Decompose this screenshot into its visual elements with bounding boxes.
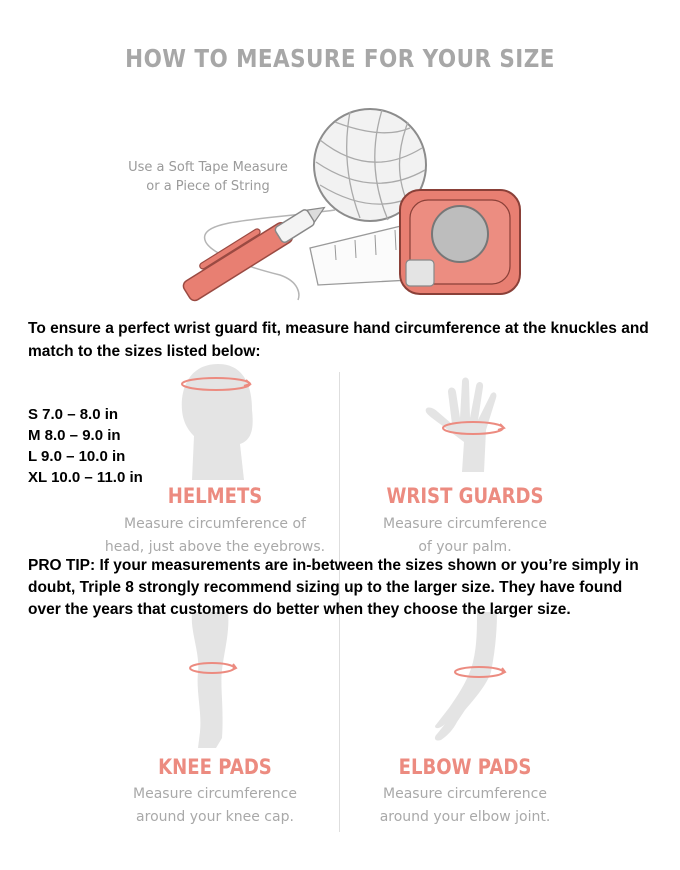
size-list (28, 404, 228, 488)
size-xlarge: XL 10.0 – 11.0 in (28, 469, 143, 486)
hand-figure-icon (418, 372, 528, 477)
helmets-desc-line1: Measure circumference of (124, 516, 306, 532)
measuring-tools-illustration (160, 100, 540, 310)
wrist-guards-desc-line1: Measure circumference (383, 516, 547, 532)
elbow-pads-description (345, 783, 585, 829)
intro-text: To ensure a perfect wrist guard fit, measure hand circumference at the knuckles and match to the sizes listed below: (28, 320, 649, 360)
knee-pads-description (95, 783, 335, 829)
knee-pads-title: KNEE PADS (158, 755, 272, 779)
knee-pads-desc-line1: Measure circumference (133, 786, 297, 802)
helmets-title: HELMETS (167, 484, 263, 508)
arm-figure-icon (425, 612, 515, 747)
wrist-guards-title: WRIST GUARDS (386, 484, 544, 508)
elbow-pads-desc-line1: Measure circumference (383, 786, 547, 802)
helmets-description (95, 513, 335, 559)
size-small: S 7.0 – 8.0 in (28, 406, 119, 423)
size-medium: M 8.0 – 9.0 in (28, 427, 121, 444)
pro-tip-text: PRO TIP: If your measurements are in-between the sizes shown or you’re simply in doubt, Triple 8 strongly recommend sizing up to the larger size. They have found over the years that customers do better when they choose the larger size. (28, 557, 639, 618)
marker-pen-icon (177, 192, 330, 302)
tools-caption-line1: Use a Soft Tape Measure (128, 160, 288, 175)
wrist-guards-description (345, 513, 585, 559)
tools-caption-line2: or a Piece of String (146, 179, 270, 194)
elbow-pads-desc-line2: around your elbow joint. (379, 809, 551, 825)
knee-pads-desc-line2: around your knee cap. (136, 809, 294, 825)
leg-figure-icon (178, 612, 248, 752)
wrist-guards-desc-line2: of your palm. (418, 539, 512, 555)
size-large: L 9.0 – 10.0 in (28, 448, 126, 465)
page-title: HOW TO MEASURE FOR YOUR SIZE (125, 44, 555, 73)
helmets-desc-line2: head, just above the eyebrows. (104, 539, 326, 555)
elbow-pads-title: ELBOW PADS (398, 755, 532, 779)
